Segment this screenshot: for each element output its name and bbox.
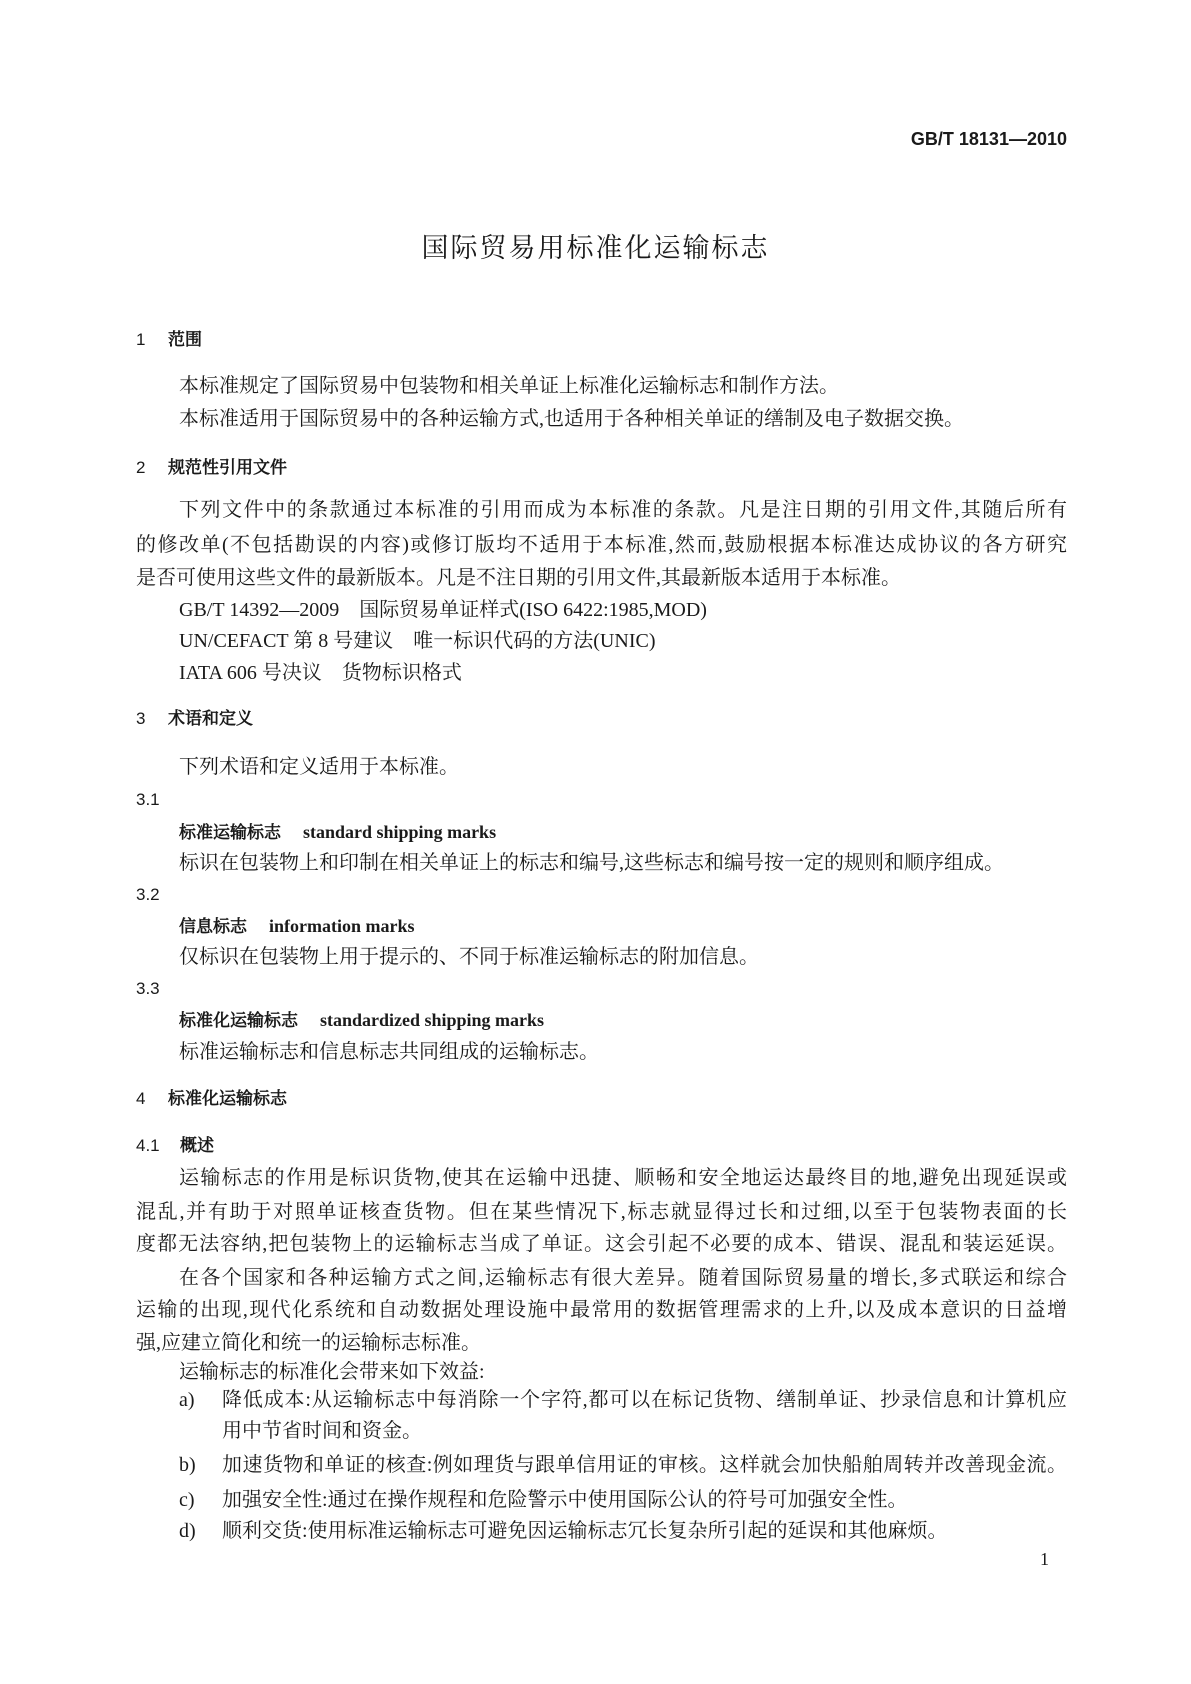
term-number: 3.2 <box>136 885 160 904</box>
subsection-4-1-heading <box>136 1133 214 1159</box>
section-number: 1 <box>136 330 146 349</box>
paragraph-line: 下列文件中的条款通过本标准的引用而成为本标准的条款。凡是注日期的引用文件,其随后所有 <box>179 499 1067 521</box>
paragraph-line: 本标准规定了国际贸易中包装物和相关单证上标准化运输标志和制作方法。 <box>179 375 839 397</box>
section-2-heading <box>136 455 287 481</box>
paragraph-line: 混乱,并有助于对照单证核查货物。但在某些情况下,标志就显得过长和过细,以至于包装物表面的长 <box>136 1201 1067 1223</box>
section-1-heading <box>136 327 202 353</box>
paragraph-line: 的修改单(不包括勘误的内容)或修订版均不适用于本标准,然而,鼓励根据本标准达成协议的各方研究 <box>136 534 1067 556</box>
list-item-text: 加强安全性:通过在操作规程和危险警示中使用国际公认的符号可加强安全性。 <box>222 1489 908 1511</box>
paragraph-line: 运输的出现,现代化系统和自动数据处理设施中最常用的数据管理需求的上升,以及成本意识的日益增 <box>136 1299 1067 1321</box>
term-definition: 仅标识在包装物上用于提示的、不同于标准运输标志的附加信息。 <box>179 946 759 968</box>
list-item-label: c) <box>179 1489 195 1511</box>
section-title: 规范性引用文件 <box>168 458 287 477</box>
document-title: 国际贸易用标准化运输标志 <box>421 233 770 264</box>
term-definition: 标准运输标志和信息标志共同组成的运输标志。 <box>179 1041 599 1063</box>
term-en: information marks <box>269 916 415 936</box>
normative-reference: UN/CEFACT 第 8 号建议 唯一标识代码的方法(UNIC) <box>179 630 656 652</box>
section-number: 2 <box>136 458 146 477</box>
paragraph-line: 本标准适用于国际贸易中的各种运输方式,也适用于各种相关单证的缮制及电子数据交换。 <box>179 408 964 430</box>
paragraph-line: 运输标志的标准化会带来如下效益: <box>179 1361 485 1383</box>
section-title: 标准化运输标志 <box>168 1089 287 1108</box>
term-name <box>179 913 415 940</box>
paragraph-line: 度都无法容纳,把包装物上的运输标志当成了单证。这会引起不必要的成本、错误、混乱和装运延误。 <box>136 1233 1067 1255</box>
section-title: 范围 <box>168 330 202 349</box>
term-name <box>179 1007 544 1034</box>
list-item-label: d) <box>179 1520 196 1542</box>
paragraph-line: 在各个国家和各种运输方式之间,运输标志有很大差异。随着国际贸易量的增长,多式联运和综合 <box>179 1267 1067 1289</box>
section-4-heading <box>136 1086 287 1112</box>
section-number: 4 <box>136 1089 146 1108</box>
paragraph-line: 下列术语和定义适用于本标准。 <box>179 756 459 778</box>
term-number: 3.3 <box>136 979 160 998</box>
list-item-text: 加速货物和单证的核查:例如理货与跟单信用证的审核。这样就会加快船舶周转并改善现金流。 <box>222 1454 1067 1476</box>
term-number: 3.1 <box>136 790 160 809</box>
term-en: standard shipping marks <box>303 822 497 842</box>
section-3-heading <box>136 706 253 732</box>
term-zh: 标准运输标志 <box>179 823 281 842</box>
normative-reference: GB/T 14392—2009 国际贸易单证样式(ISO 6422:1985,MOD) <box>179 599 707 621</box>
term-zh: 信息标志 <box>179 917 247 936</box>
subsection-number: 4.1 <box>136 1136 160 1155</box>
normative-reference: IATA 606 号决议 货物标识格式 <box>179 662 462 684</box>
term-name <box>179 819 496 846</box>
paragraph-line: 是否可使用这些文件的最新版本。凡是不注日期的引用文件,其最新版本适用于本标准。 <box>136 567 901 589</box>
list-item-text: 降低成本:从运输标志中每消除一个字符,都可以在标记货物、缮制单证、抄录信息和计算机应 <box>222 1389 1067 1411</box>
list-item-text: 用中节省时间和资金。 <box>222 1420 422 1442</box>
term-zh: 标准化运输标志 <box>179 1011 298 1030</box>
section-number: 3 <box>136 709 146 728</box>
section-title: 术语和定义 <box>168 709 253 728</box>
page-number: 1 <box>1040 1549 1049 1569</box>
paragraph-line: 强,应建立简化和统一的运输标志标准。 <box>136 1332 481 1354</box>
subsection-title: 概述 <box>180 1136 214 1155</box>
list-item-label: b) <box>179 1454 196 1476</box>
list-item-label: a) <box>179 1389 195 1411</box>
list-item-text: 顺利交货:使用标准运输标志可避免因运输标志冗长复杂所引起的延误和其他麻烦。 <box>222 1520 948 1542</box>
term-en: standardized shipping marks <box>320 1010 545 1030</box>
term-definition: 标识在包装物上和印制在相关单证上的标志和编号,这些标志和编号按一定的规则和顺序组成。 <box>179 852 1004 874</box>
paragraph-line: 运输标志的作用是标识货物,使其在运输中迅捷、顺畅和安全地运达最终目的地,避免出现延误或 <box>179 1167 1067 1189</box>
standard-number: GB/T 18131—2010 <box>910 129 1067 149</box>
